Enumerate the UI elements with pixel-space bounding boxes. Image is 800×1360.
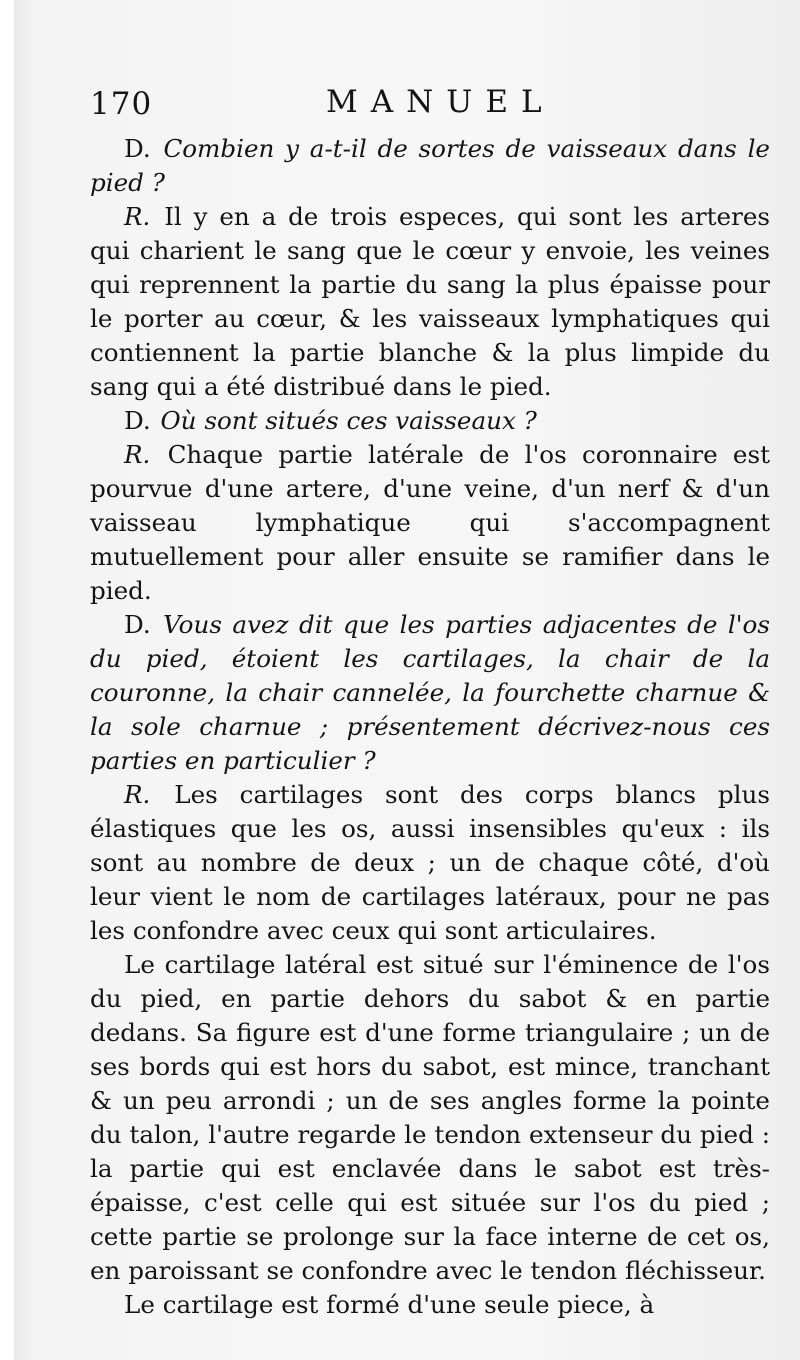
- question-marker: D.: [124, 134, 151, 163]
- answer-marker: R.: [124, 202, 151, 231]
- page-header: [90, 82, 790, 132]
- question-text: Où sont situés ces vaisseaux ?: [160, 406, 537, 435]
- question-marker: D.: [124, 610, 151, 639]
- question-paragraph: [90, 404, 770, 438]
- question-marker: D.: [124, 406, 151, 435]
- answer-paragraph: [90, 200, 770, 404]
- body-paragraph: Le cartilage est formé d'une seule piece, à: [124, 1290, 655, 1319]
- answer-marker: R.: [124, 440, 151, 469]
- body-text: [90, 132, 770, 1322]
- answer-text: Les cartilages sont des corps blancs plus élastiques que les os, aussi insensibles qu'eux : ils sont au nombre de deux ; un de chaque côté, d'où leur vient le nom de cartilages latéraux, pour ne pas les confondre avec ceux qui sont articulaires.: [90, 780, 770, 945]
- page-number: 170: [90, 86, 153, 122]
- answer-text: Il y en a de trois especes, qui sont les arteres qui charient le sang que le cœur y envoie, les veines qui reprennent la partie du sang la plus épaisse pour le porter au cœur, & les vaisseaux lymphatiques qui contiennent la partie blanche & la plus limpide du sang qui a été distribué dans le pied.: [90, 202, 770, 401]
- question-text: Combien y a-t-il de sortes de vaisseaux dans le pied ?: [90, 134, 770, 197]
- running-title: MANUEL: [326, 84, 555, 120]
- question-paragraph: [90, 132, 770, 200]
- answer-text: Chaque partie latérale de l'os coronnaire est pourvue d'une artere, d'une veine, d'un nerf & d'un vaisseau lymphatique qui s'accompagnent mutuellement pour aller ensuite se ramifier dans le pied.: [90, 440, 770, 605]
- answer-marker: R.: [124, 780, 151, 809]
- question-text: Vous avez dit que les parties adjacentes de l'os du pied, étoient les cartilages, la chair de la couronne, la chair cannelée, la fourchette charnue & la sole charnue ; présentement décrivez-nous ces parties en particulier ?: [90, 610, 770, 775]
- question-paragraph: [90, 608, 770, 778]
- book-page: [14, 0, 800, 1360]
- answer-paragraph: [90, 438, 770, 608]
- body-paragraph: Le cartilage latéral est situé sur l'éminence de l'os du pied, en partie dehors du sabot & en partie dedans. Sa figure est d'une forme triangulaire ; un de ses bords qui est hors du sabot, est mince, tranchant & un peu arrondi ; un de ses angles forme la pointe du talon, l'autre regarde le tendon extenseur du pied : la partie qui est enclavée dans le sabot est très-épaisse, c'est celle qui est située sur l'os du pied ; cette partie se prolonge sur la face interne de cet os, en paroissant se confondre avec le tendon fléchisseur.: [90, 950, 770, 1285]
- answer-paragraph: [90, 778, 770, 948]
